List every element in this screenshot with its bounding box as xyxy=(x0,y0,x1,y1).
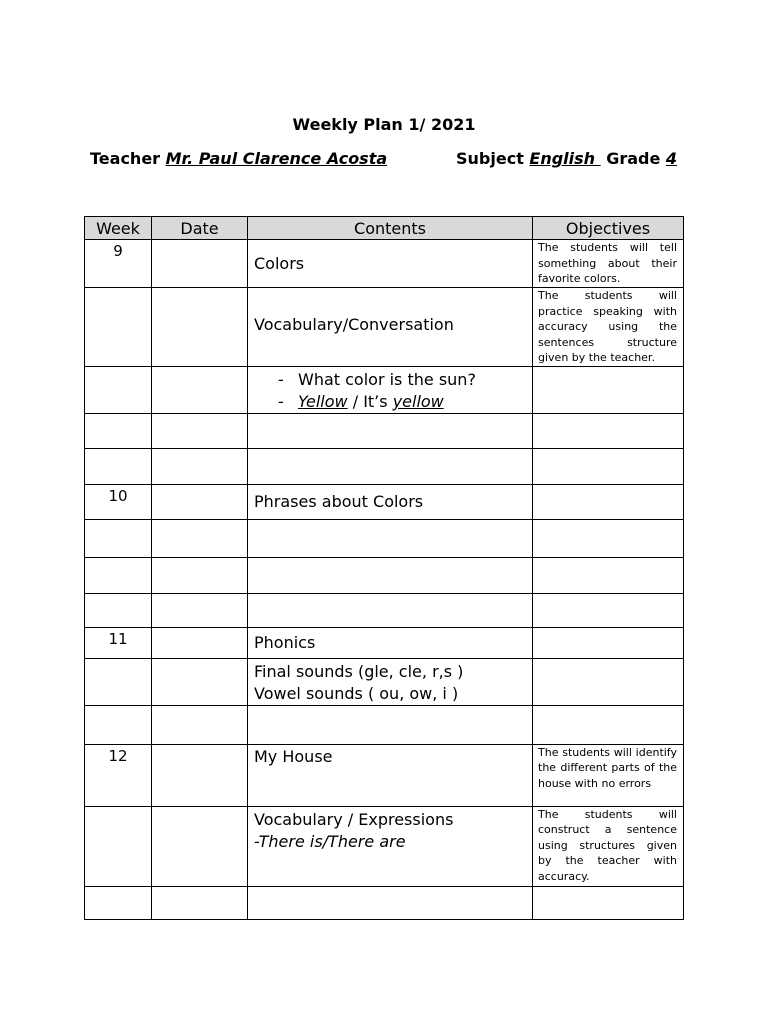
week-cell xyxy=(85,593,152,627)
date-cell xyxy=(152,519,248,557)
week-cell xyxy=(85,366,152,413)
table-row xyxy=(85,593,684,627)
objectives-cell xyxy=(533,484,684,519)
week-cell xyxy=(85,448,152,484)
contents-cell xyxy=(248,413,533,448)
grade-value: 4 xyxy=(665,149,678,168)
answer-word: Yellow xyxy=(298,391,348,411)
date-cell xyxy=(152,413,248,448)
date-cell xyxy=(152,557,248,593)
objectives-cell xyxy=(533,557,684,593)
contents-cell xyxy=(248,519,533,557)
table-row xyxy=(85,886,684,919)
week-cell: 9 xyxy=(85,240,152,288)
subject-field xyxy=(456,149,677,168)
date-cell xyxy=(152,240,248,288)
week-cell xyxy=(85,288,152,367)
objectives-cell xyxy=(533,705,684,744)
question-text: What color is the sun? xyxy=(298,369,476,389)
bullet-dash: - xyxy=(278,369,284,389)
date-cell xyxy=(152,593,248,627)
table-row xyxy=(85,448,684,484)
week-cell xyxy=(85,886,152,919)
week-cell xyxy=(85,519,152,557)
table-row xyxy=(85,658,684,705)
objectives-cell xyxy=(533,658,684,705)
there-is-text: -There is/There are xyxy=(254,831,406,851)
contents-cell xyxy=(248,557,533,593)
date-cell xyxy=(152,366,248,413)
grade-label: Grade xyxy=(600,149,666,168)
objectives-cell xyxy=(533,593,684,627)
contents-cell: Phonics xyxy=(248,627,533,658)
contents-cell: Phrases about Colors xyxy=(248,484,533,519)
table-row xyxy=(85,627,684,658)
objectives-cell xyxy=(533,627,684,658)
table-row xyxy=(85,240,684,288)
date-cell xyxy=(152,288,248,367)
teacher-label: Teacher xyxy=(90,149,166,168)
col-contents: Contents xyxy=(248,217,533,240)
page-title: Weekly Plan 1/ 2021 xyxy=(292,115,476,134)
col-date: Date xyxy=(152,217,248,240)
subject-label: Subject xyxy=(456,149,530,168)
objectives-cell xyxy=(533,448,684,484)
subject-value: English xyxy=(529,149,601,168)
answer-word: yellow xyxy=(392,391,444,411)
objectives-cell: The students will identify the different parts of the house with no errors xyxy=(533,744,684,806)
date-cell xyxy=(152,744,248,806)
table-row xyxy=(85,484,684,519)
final-sounds-text: Final sounds (gle, cle, r,s ) xyxy=(254,661,464,681)
table-row xyxy=(85,806,684,886)
objectives-cell xyxy=(533,519,684,557)
contents-cell: Vocabulary/Conversation xyxy=(248,288,533,367)
date-cell xyxy=(152,484,248,519)
date-cell xyxy=(152,705,248,744)
week-cell xyxy=(85,658,152,705)
objectives-cell: The students will tell something about their favorite colors. xyxy=(533,240,684,288)
contents-cell: Colors xyxy=(248,240,533,288)
contents-cell: My House xyxy=(248,744,533,806)
bullet-dash: - xyxy=(278,391,284,411)
week-cell: 10 xyxy=(85,484,152,519)
date-cell xyxy=(152,448,248,484)
table-row xyxy=(85,366,684,413)
week-cell: 12 xyxy=(85,744,152,806)
col-week: Week xyxy=(85,217,152,240)
objectives-cell xyxy=(533,366,684,413)
contents-cell xyxy=(248,366,533,413)
contents-cell xyxy=(248,705,533,744)
table-row xyxy=(85,413,684,448)
date-cell xyxy=(152,627,248,658)
week-cell xyxy=(85,413,152,448)
weekly-plan-table xyxy=(84,216,684,920)
teacher-name: Mr. Paul Clarence Acosta xyxy=(165,149,388,168)
contents-cell xyxy=(248,886,533,919)
col-objectives: Objectives xyxy=(533,217,684,240)
table-row xyxy=(85,557,684,593)
week-cell xyxy=(85,557,152,593)
contents-cell xyxy=(248,593,533,627)
date-cell xyxy=(152,806,248,886)
teacher-field xyxy=(90,149,387,168)
table-row xyxy=(85,705,684,744)
vowel-sounds-text: Vowel sounds ( ou, ow, i ) xyxy=(254,683,459,703)
vocabulary-expressions-text: Vocabulary / Expressions xyxy=(254,809,454,829)
table-header-row xyxy=(85,217,684,240)
contents-cell xyxy=(248,658,533,705)
objectives-cell: The students will practice speaking with accuracy using the sentences structure given by the teacher. xyxy=(533,288,684,367)
objectives-cell xyxy=(533,886,684,919)
week-cell xyxy=(85,806,152,886)
contents-cell xyxy=(248,806,533,886)
table-row xyxy=(85,519,684,557)
objectives-cell xyxy=(533,413,684,448)
objectives-cell: The students will construct a sentence using structures given by the teacher with accuracy. xyxy=(533,806,684,886)
table-row xyxy=(85,288,684,367)
answer-text: / It’s xyxy=(347,391,393,411)
header-info xyxy=(90,149,690,173)
contents-cell xyxy=(248,448,533,484)
date-cell xyxy=(152,658,248,705)
date-cell xyxy=(152,886,248,919)
week-cell: 11 xyxy=(85,627,152,658)
week-cell xyxy=(85,705,152,744)
table-row xyxy=(85,744,684,806)
